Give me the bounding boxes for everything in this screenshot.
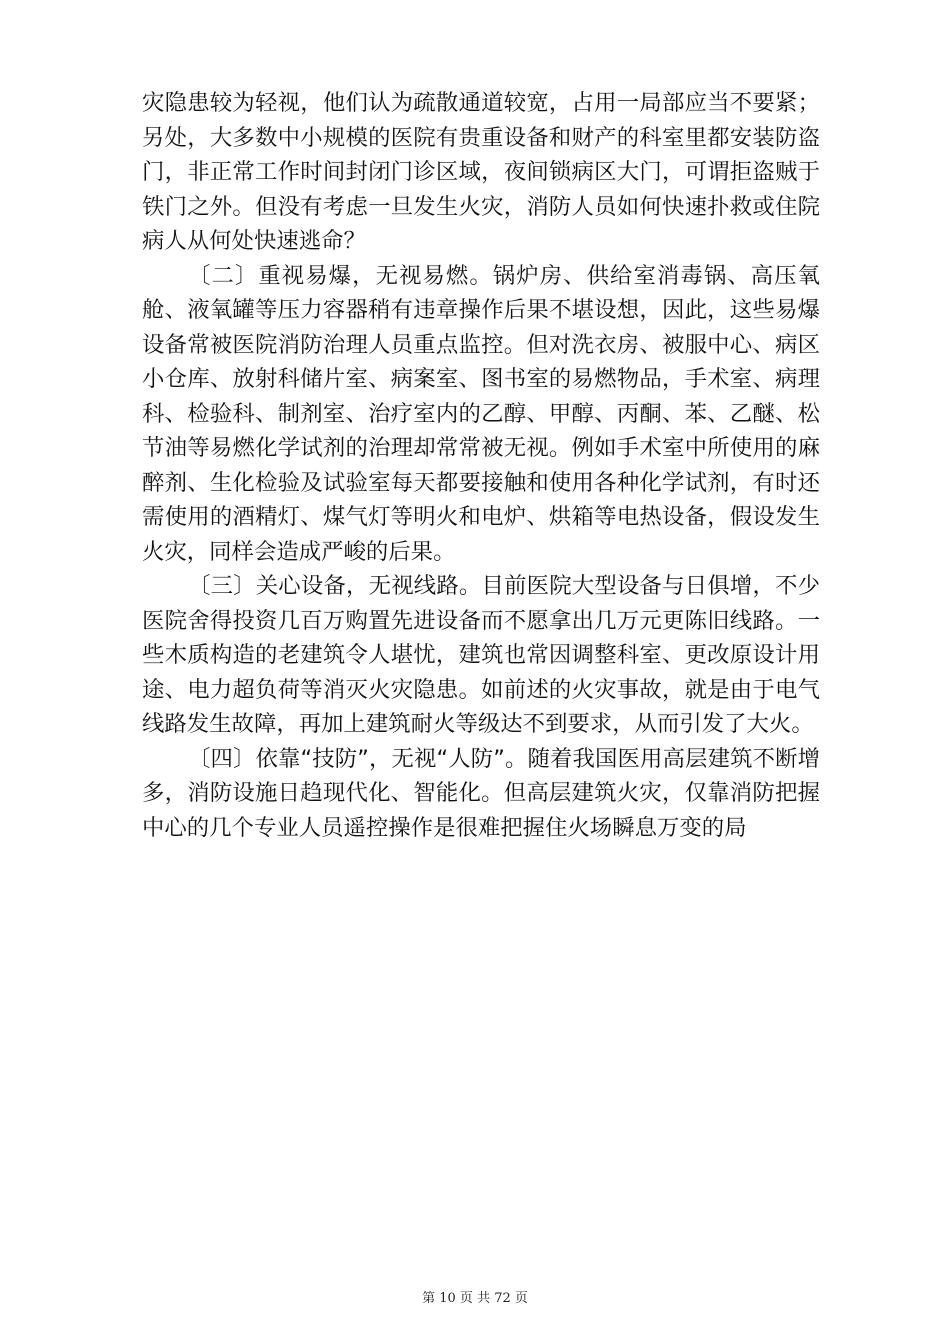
paragraph-section-3: 〔三〕关心设备，无视线路。目前医院大型设备与日俱增，不少医院舍得投资几百万购置先进设备而不愿拿出几万元更陈旧线路。一些木质构造的老建筑令人堪忧，建筑也常因调整科室、更改原设计用途、电力超负荷等消灭火灾隐患。如前述的火灾事故，就是由于电气线路发生故障，再加上建筑耐火等级达不到要求，从而引发了大火。 (142, 573, 820, 737)
page-number-footer: 第 10 页 共 72 页 (422, 1291, 528, 1306)
paragraph-section-2: 〔二〕重视易爆，无视易燃。锅炉房、供给室消毒锅、高压氧舱、液氧罐等压力容器稍有违章操作后果不堪设想，因此，这些易爆设备常被医院消防治理人员重点监控。但对洗衣房、被服中心、病区小仓库、放射科储片室、病案室、图书室的易燃物品，手术室、病理科、检验科、制剂室、治疗室内的乙醇、甲醇、丙酮、苯、乙醚、松节油等易燃化学试剂的治理却常常被无视。例如手术室中所使用的麻醉剂、生化检验及试验室每天都要接触和使用各种化学试剂，有时还需使用的酒精灯、煤气灯等明火和电炉、烘箱等电热设备，假设发生火灾，同样会造成严峻的后果。 (142, 262, 820, 565)
body-text (142, 86, 820, 845)
paragraph-section-4: 〔四〕依靠“技防”，无视“人防”。随着我国医用高层建筑不断增多，消防设施日趋现代化、智能化。但高层建筑火灾，仅靠消防把握中心的几个专业人员遥控操作是很难把握住火场瞬息万变的局 (142, 745, 820, 841)
paragraph-continued: 灾隐患较为轻视，他们认为疏散通道较宽，占用一局部应当不要紧；另处，大多数中小规模的医院有贵重设备和财产的科室里都安装防盗门，非正常工作时间封闭门诊区域，夜间锁病区大门，可谓拒盗贼于铁门之外。但没有考虑一旦发生火灾，消防人员如何快速扑救或住院病人从何处快速逃命？ (142, 90, 820, 254)
